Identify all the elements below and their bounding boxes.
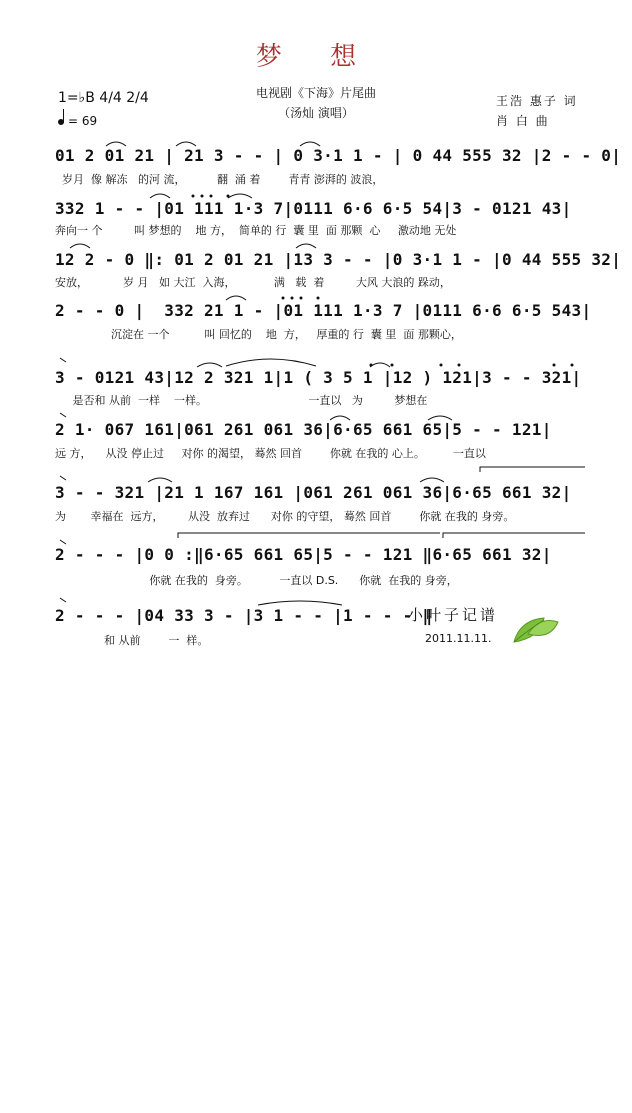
high-dot: [291, 297, 294, 300]
slur-mark: [150, 194, 170, 198]
slur-mark: [370, 363, 390, 367]
score-line-3-notes: 12 2 - 0 ‖: 01 2 01 21 |13 3 - - |0 3·1 1 - |0 44 555 32|: [55, 250, 622, 269]
score-line-4-lyrics: 沉淀在 一个 叫 回忆的 地 方， 厚重的 行 囊 里 面 那颗心，: [55, 328, 462, 341]
high-dot: [391, 364, 394, 367]
high-dot: [282, 297, 285, 300]
score-line-5-lyrics: 是否和 从前 一样 一样。 一直以 为 梦想在: [55, 394, 428, 407]
performer: （汤灿 演唱）: [278, 106, 354, 120]
score-line-9-lyrics: 和 从前 一 样。: [55, 634, 209, 647]
high-dot: [210, 195, 213, 198]
score-line-4-notes: 2 - - 0 | 332 21 1 - |01 111 1·3 7 |0111 6·6 6·5 543|: [55, 301, 592, 320]
tie-mark: [60, 476, 66, 480]
high-dot: [192, 195, 195, 198]
slur-mark: [226, 296, 246, 300]
score-line-7-lyrics: 为 幸福在 远方， 从没 放弃过 对你 的守望， 蓦然 回首 你就 在我的 身旁。: [55, 510, 515, 523]
transcriber-signature: 小叶子记谱: [408, 606, 499, 624]
high-dot: [201, 195, 204, 198]
high-dot: [440, 364, 443, 367]
slur-mark: [148, 478, 172, 482]
high-dot: [458, 364, 461, 367]
slur-mark: [300, 142, 320, 146]
score-line-1-lyrics: 岁月 像 解冻 的河 流， 翻 涌 着 青青 澎湃的 波浪，: [55, 173, 384, 186]
score-line-2-lyrics: 奔向一 个 叫 梦想的 地 方， 简单的 行 囊 里 面 那颗 心 激动地 无处: [55, 224, 457, 237]
tie-mark: [60, 598, 66, 602]
score-line-1-notes: 01 2 01 21 | 21 3 - - | 0 3·1 1 - | 0 44 555 32 |2 - - 0|: [55, 146, 622, 165]
lyricist-credit: 王浩 惠子 词: [496, 94, 578, 108]
slur-mark: [428, 416, 452, 420]
tempo-value: = 69: [68, 114, 98, 128]
score-line-9-notes: 2 - - - |04 33 3 - |3 1 - - |1 - - - ‖: [55, 606, 433, 625]
tie-mark: [60, 540, 66, 544]
volta-bracket: [480, 467, 585, 472]
slur-mark: [70, 244, 90, 248]
slur-mark: [106, 142, 126, 146]
leaf-icon: [510, 612, 560, 646]
high-dot: [300, 297, 303, 300]
score-line-3-lyrics: 安放， 岁 月 如 大江 入海， 满 载 着 大风 大浪的 跺动，: [55, 276, 451, 289]
high-dot: [571, 364, 574, 367]
high-dot: [553, 364, 556, 367]
high-dot: [317, 297, 320, 300]
score-line-2-notes: 332 1 - - |01 111 1·3 7|0111 6·6 6·5 54|3 - 0121 43|: [55, 199, 572, 218]
slur-mark: [226, 359, 316, 366]
volta-bracket: [178, 533, 440, 538]
slur-mark: [176, 142, 196, 146]
slur-mark: [296, 244, 316, 248]
slur-mark: [420, 478, 444, 482]
subtitle: 电视剧《下海》片尾曲: [255, 86, 376, 100]
song-title: 梦 想: [255, 42, 377, 72]
score-line-8-notes: 2 - - - |0 0 :‖6·65 661 65|5 - - 121 ‖6·65 661 32|: [55, 545, 552, 564]
score-line-6-notes: 2 1· 067 161|061 261 061 36|6·65 661 65|5 - - 121|: [55, 420, 552, 439]
slur-mark: [228, 194, 252, 198]
transcription-date: 2011.11.11.: [425, 632, 492, 645]
slur-mark: [330, 416, 350, 420]
score-line-6-lyrics: 远 方， 从没 停止过 对你 的渴望， 蓦然 回首 你就 在我的 心上。 一直以: [55, 447, 486, 460]
key-signature: 1=♭B 4/4 2/4: [58, 90, 149, 106]
slur-mark: [197, 363, 222, 367]
composer-credit: 肖 白 曲: [496, 114, 550, 128]
tie-mark: [60, 413, 66, 417]
high-dot: [370, 364, 373, 367]
score-line-5-notes: 3 - 0121 43|12 2 321 1|1 ( 3 5 1 |12 ) 121|3 - - 321|: [55, 368, 582, 387]
tie-mark: [60, 358, 66, 362]
slur-mark: [258, 601, 342, 605]
score-line-8-lyrics: 你就 在我的 身旁。 一直以 D.S. 你就 在我的 身旁，: [55, 574, 458, 587]
high-dot: [227, 195, 230, 198]
volta-bracket: [443, 533, 585, 538]
score-line-7-notes: 3 - - 321 |21 1 167 161 |061 261 061 36|6·65 661 32|: [55, 483, 572, 502]
